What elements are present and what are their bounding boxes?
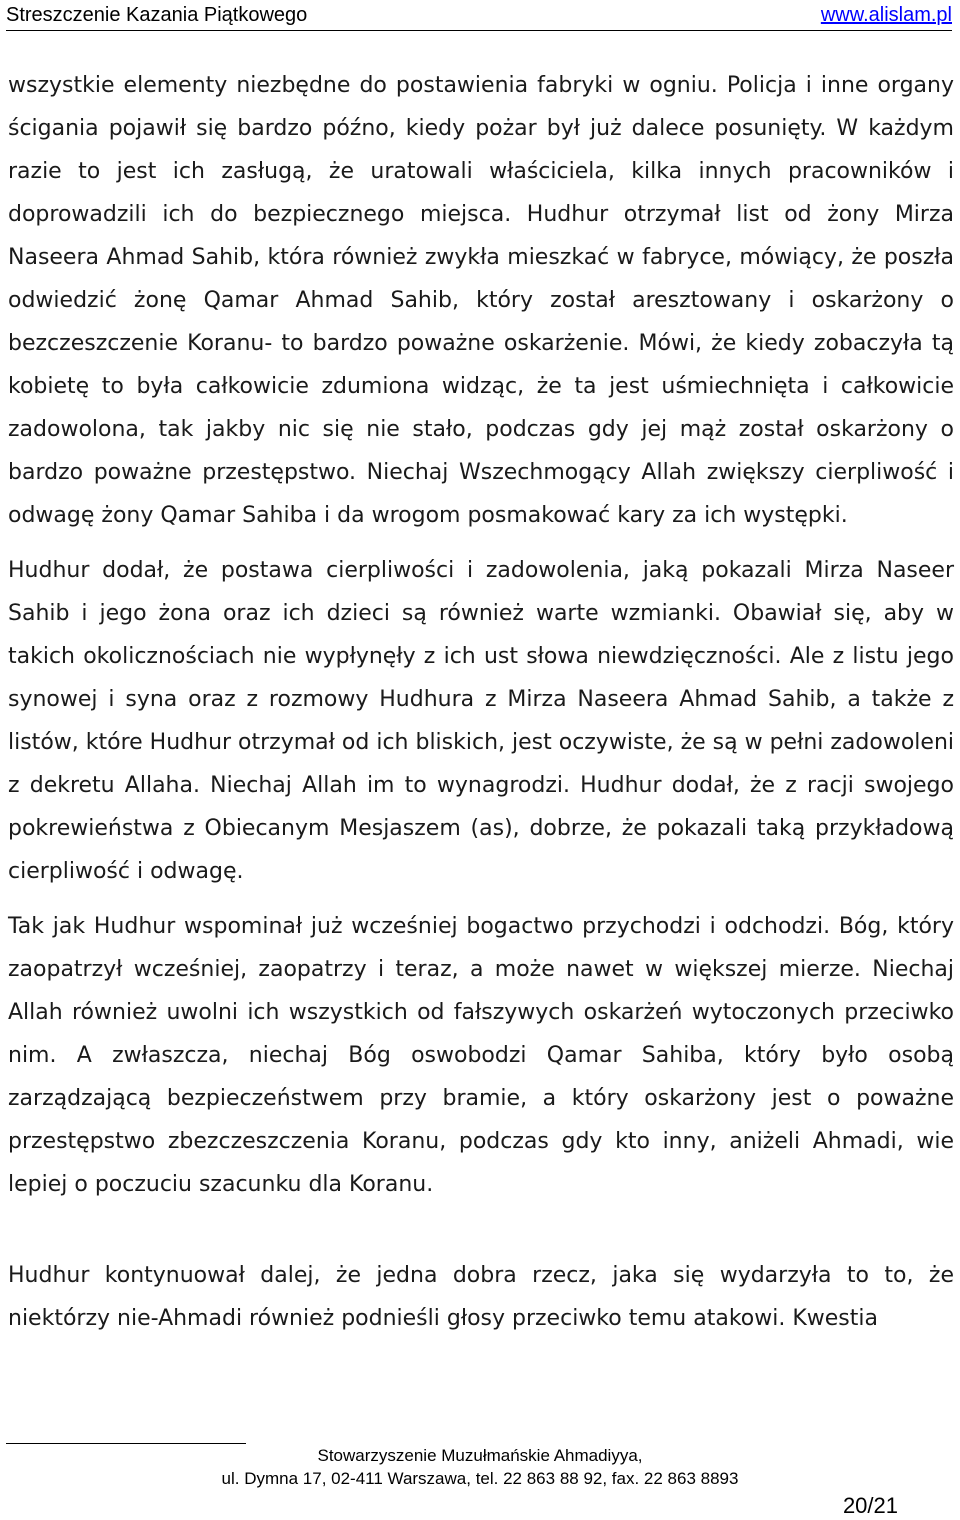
page-header: [6, 2, 952, 31]
document-body: [8, 64, 954, 1352]
paragraph: Tak jak Hudhur wspominał już wcześniej bogactwo przychodzi i odchodzi. Bóg, który zaopatrzył wcześniej, zaopatrzy i teraz, a może nawet w większej mierze. Niechaj Allah również uwolni ich wszystkich od fałszywych oskarżeń wytoczonych przeciwko nim. A zwłaszcza, niechaj Bóg oswobodzi Qamar Sahiba, który było osobą zarządzającą bezpieczeństwem przy bramie, a który oskarżony jest o poważne przestępstwo zbezczeszczenia Koranu, podczas gdy kto inny, aniżeli Ahmadi, wie lepiej o poczuciu szacunku dla Koranu.: [8, 914, 954, 1197]
paragraph: Hudhur kontynuował dalej, że jedna dobra rzecz, jaka się wydarzyła to to, że niektórzy nie-Ahmadi również podnieśli głosy przeciwko temu atakowi. Kwestia: [8, 1263, 954, 1331]
footer-divider: [6, 1443, 246, 1444]
footer-organization: Stowarzyszenie Muzułmańskie Ahmadiyya,: [317, 1446, 643, 1465]
header-website-link[interactable]: www.alislam.pl: [820, 4, 952, 26]
page-number: 20/21: [842, 1493, 898, 1518]
paragraph: Hudhur dodał, że postawa cierpliwości i zadowolenia, jaką pokazali Mirza Naseer Sahib i jego żona oraz ich dzieci są również warte wzmianki. Obawiał się, aby w takich okolicznościach nie wypłynęły z ich ust słowa niewdzięczności. Ale z listu jego synowej i syna oraz z rozmowy Hudhura z Mirza Naseera Ahmad Sahib, a także z listów, które Hudhur otrzymał od ich bliskich, jest oczywiste, że są w pełni zadowoleni z dekretu Allaha. Niechaj Allah im to wynagrodzi. Hudhur dodał, że z racji swojego pokrewieństwa z Obiecanym Mesjaszem (as), dobrze, że pokazali taką przykładową cierpliwość i odwagę.: [8, 558, 954, 884]
header-title: Streszczenie Kazania Piątkowego: [6, 4, 308, 26]
paragraph: wszystkie elementy niezbędne do postawienia fabryki w ogniu. Policja i inne organy ścigania pojawił się bardzo późno, kiedy pożar był już dalece posunięty. W każdym razie to jest ich zasługą, że uratowali właściciela, kilka innych pracowników i doprowadzili ich do bezpiecznego miejsca. Hudhur otrzymał list od żony Mirza Naseera Ahmad Sahib, która również zwykła mieszkać w fabryce, mówiący, że poszła odwiedzić żonę Qamar Ahmad Sahib, który został aresztowany i oskarżony o bezczeszczenie Koranu- to bardzo poważne oskarżenie. Mówi, że kiedy zobaczyła tą kobietę to była całkowicie zdumiona widząc, że ta jest uśmiechnięta i całkowicie zadowolona, tak jakby nic się nie stało, podczas gdy jej mąż został oskarżony o bardzo poważne przestępstwo. Niechaj Wszechmogący Allah zwiększy cierpliwość i odwagę żony Qamar Sahiba i da wrogom posmakować kary za ich występki.: [8, 73, 954, 528]
footer-address: ul. Dymna 17, 02-411 Warszawa, tel. 22 863 88 92, fax. 22 863 8893: [221, 1469, 739, 1488]
